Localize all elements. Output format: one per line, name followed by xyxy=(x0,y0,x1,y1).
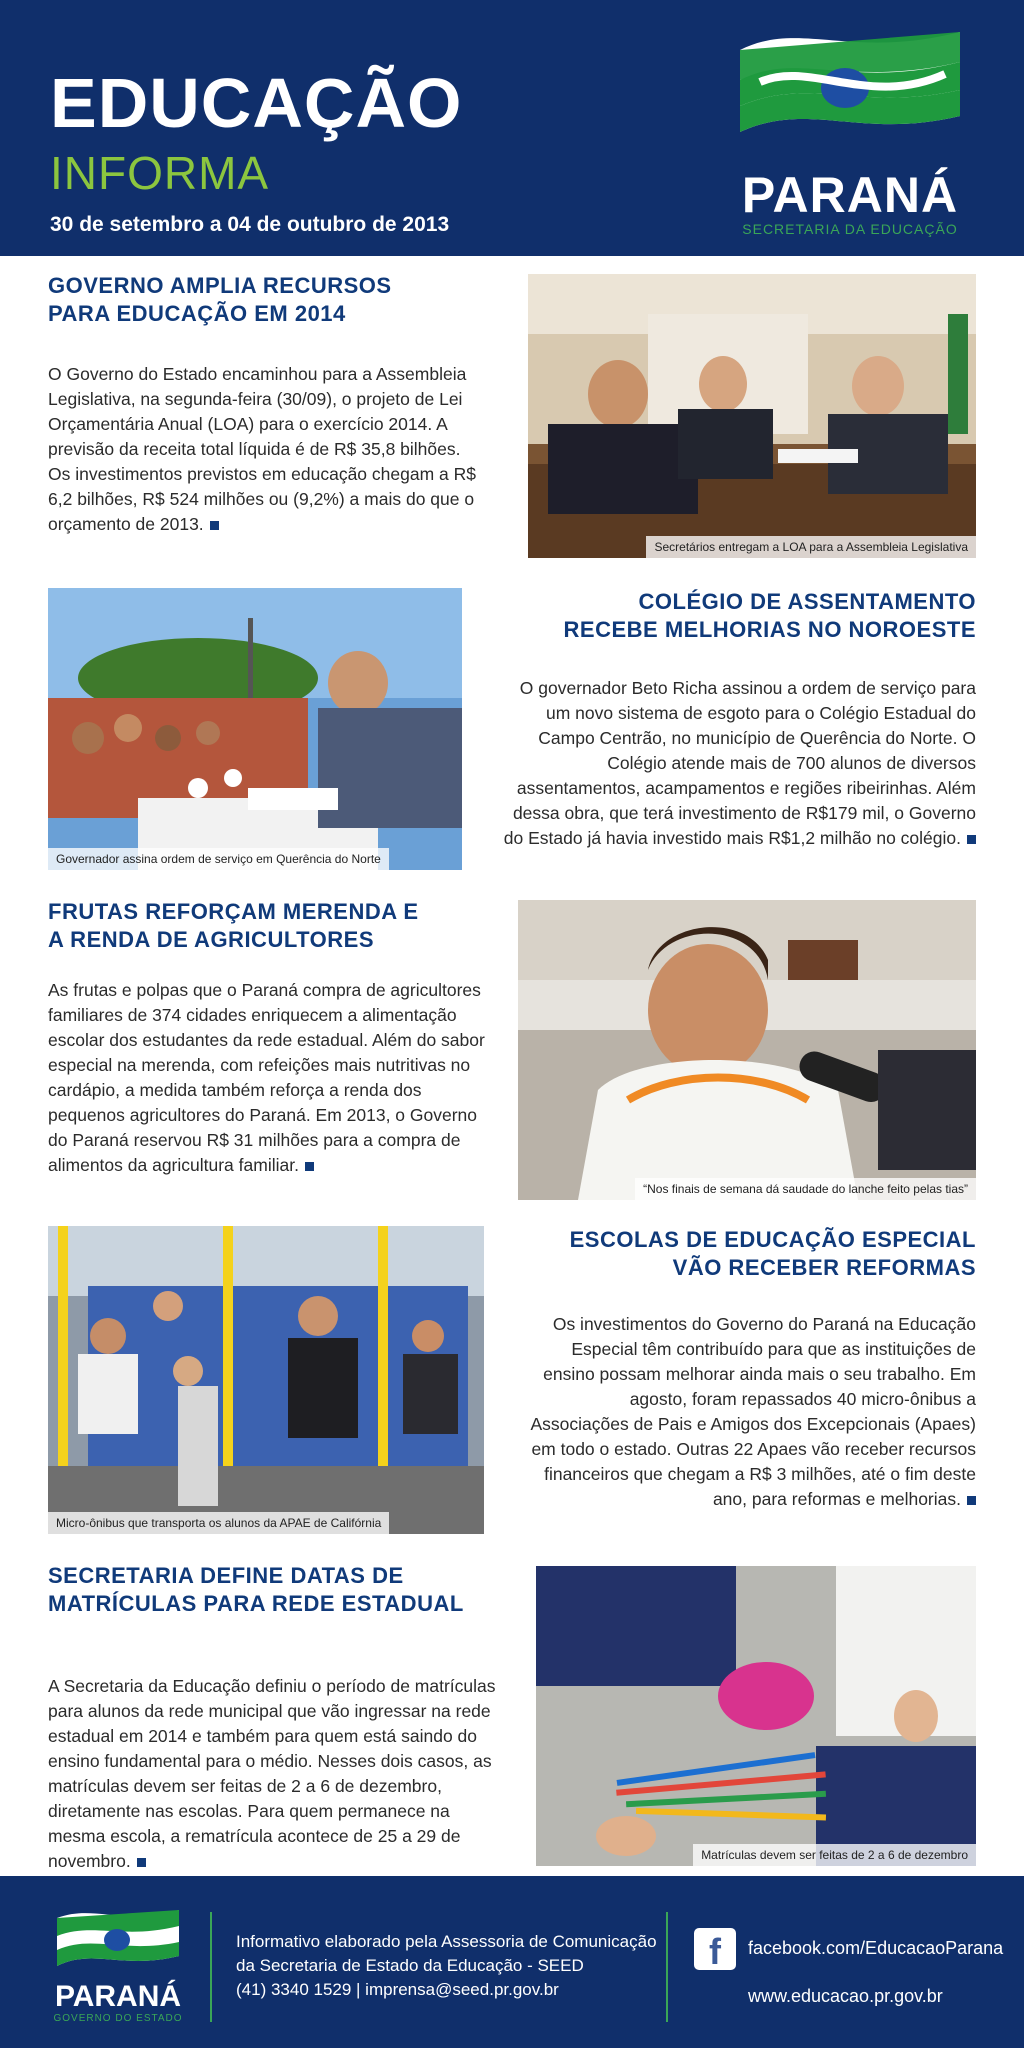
header-banner xyxy=(0,0,1024,256)
article-5-caption: Matrículas devem ser feitas de 2 a 6 de dezembro xyxy=(693,1844,976,1866)
footer-divider xyxy=(666,1912,668,2022)
student-interview-photo-icon xyxy=(518,900,976,1200)
newsletter-title: EDUCAÇÃO xyxy=(50,64,463,142)
end-bullet-icon xyxy=(305,1162,314,1171)
article-4-photo xyxy=(48,1226,484,1534)
article-1-body: O Governo do Estado encaminhou para a Assembleia Legislativa, na segunda-feira (30/09), o projeto de Lei Orçamentária Anual (LOA) para o exercício 2014. A previsão da receita total líquida é de R$ 35,8 bilhões. Os investimentos previstos em educação chegam a R$ 6,2 bilhões, R$ 524 milhões ou (9,2%) a mais do que o orçamento de 2013. xyxy=(48,364,476,534)
facebook-link[interactable]: facebook.com/EducacaoParana xyxy=(748,1938,1004,1958)
logo-secretaria: SECRETARIA DA EDUCAÇÃO xyxy=(742,221,958,237)
end-bullet-icon xyxy=(210,521,219,530)
facebook-icon[interactable]: f xyxy=(694,1928,736,1970)
article-2-caption: Governador assina ordem de serviço em Querência do Norte xyxy=(48,848,389,870)
footer-logo-wordmark: PARANÁ xyxy=(54,1980,182,2013)
article-2-body: O governador Beto Richa assinou a ordem de serviço para um novo sistema de esgoto para o Colégio Estadual do Campo Centrão, no município de Querência do Norte. O Colégio atende mais de 700 alunos de diversos assentamentos, acampamentos e regiões ribeirinhas. Além dessa obra, que terá investimento de R$179 mil, o Governo do Estado já havia investido mais R$1,2 milhão no colégio. xyxy=(503,678,976,848)
meeting-photo-icon xyxy=(528,274,976,558)
end-bullet-icon xyxy=(967,835,976,844)
newsletter-subtitle: INFORMA xyxy=(50,147,270,199)
article-3-body: As frutas e polpas que o Paraná compra de agricultores familiares de 374 cidades enriquecem a alimentação escolar dos estudantes da rede estadual. Além do sabor especial na merenda, com refeições mais nutritivas no cardápio, a medida também reforça a renda dos pequenos agricultores do Paraná. Em 2013, o Governo do Paraná reservou R$ 31 milhões para a compra de alimentos da agricultura familiar. xyxy=(48,980,485,1175)
article-3-caption: “Nos finais de semana dá saudade do lanche feito pelas tias” xyxy=(635,1178,976,1200)
school-supplies-photo-icon xyxy=(536,1566,976,1866)
parana-flag-icon xyxy=(730,20,970,160)
logo-wordmark: PARANÁ xyxy=(741,167,959,223)
website-link[interactable]: www.educacao.pr.gov.br xyxy=(748,1986,943,2006)
end-bullet-icon xyxy=(137,1858,146,1867)
article-5-photo xyxy=(536,1566,976,1866)
article-5-title: SECRETARIA DEFINE DATAS DE MATRÍCULAS PARA REDE ESTADUAL xyxy=(48,1563,464,1616)
footer-logo-gov: GOVERNO DO ESTADO xyxy=(53,2013,183,2024)
minibus-photo-icon xyxy=(48,1226,484,1534)
article-3-title: FRUTAS REFORÇAM MERENDA E A RENDA DE AGRICULTORES xyxy=(48,899,419,952)
edition-date: 30 de setembro a 04 de outubro de 2013 xyxy=(50,213,450,236)
footer xyxy=(0,1876,1024,2048)
article-3-photo xyxy=(518,900,976,1200)
parana-logo xyxy=(720,20,980,245)
article-4-body: Os investimentos do Governo do Paraná na Educação Especial têm contribuído para que as instituições de ensino possam melhorar ainda mais o seu trabalho. Em agosto, foram repassados 40 micro-ônibus a Associações de Pais e Amigos dos Excepcionais (Apaes) em todo o estado. Outras 22 Apaes vão receber recursos financeiros que chegam a R$ 3 milhões, até o fim deste ano, para reformas e melhorias. xyxy=(530,1314,976,1509)
article-1-photo xyxy=(528,274,976,558)
signing-photo-icon xyxy=(48,588,462,870)
article-2-title: COLÉGIO DE ASSENTAMENTO RECEBE MELHORIAS NO NOROESTE xyxy=(563,589,976,642)
footer-divider xyxy=(210,1912,212,2022)
article-5-body: A Secretaria da Educação definiu o período de matrículas para alunos da rede municipal que vão ingressar na rede estadual em 2014 e também para quem está saindo do ensino fundamental para o médio. Nesses dois casos, as matrículas devem ser feitas de 2 a 6 de dezembro, diretamente nas escolas. Para quem permanece na mesma escola, a rematrícula acontece de 25 a 29 de novembro. xyxy=(48,1676,496,1871)
article-2-photo xyxy=(48,588,462,870)
article-1-caption: Secretários entregam a LOA para a Assembleia Legislativa xyxy=(646,536,976,558)
article-1-title: GOVERNO AMPLIA RECURSOS PARA EDUCAÇÃO EM 2014 xyxy=(48,273,392,326)
article-4-title: ESCOLAS DE EDUCAÇÃO ESPECIAL VÃO RECEBER REFORMAS xyxy=(569,1227,976,1280)
parana-flag-icon xyxy=(53,1904,183,1980)
article-4-caption: Micro-ônibus que transporta os alunos da APAE de Califórnia xyxy=(48,1512,389,1534)
footer-logo xyxy=(48,1904,188,2034)
end-bullet-icon xyxy=(967,1496,976,1505)
footer-info: Informativo elaborado pela Assessoria de Comunicação da Secretaria de Estado da Educação - SEED (41) 3340 1529 | imprensa@seed.pr.gov.br xyxy=(236,1932,657,1999)
